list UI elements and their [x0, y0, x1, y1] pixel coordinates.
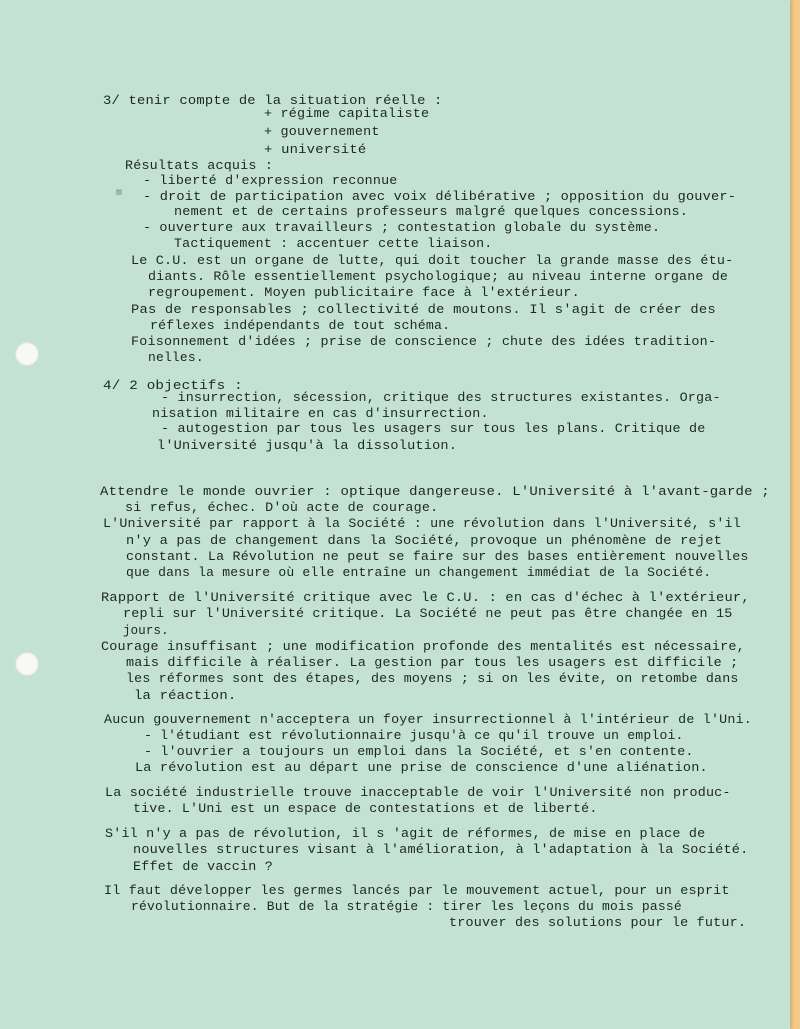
text-line: Foisonnement d'idées ; prise de conscience ; chute des idées tradition- — [131, 334, 717, 349]
text-line: l'Université jusqu'à la dissolution. — [157, 438, 458, 453]
text-line: repli sur l'Université critique. La Société ne peut pas être changée en 15 — [123, 606, 733, 621]
text-line: Courage insuffisant ; une modification profonde des mentalités est nécessaire, — [101, 639, 745, 654]
text-line: trouver des solutions pour le futur. — [449, 915, 747, 930]
text-line: + régime capitaliste — [264, 106, 430, 121]
text-line: que dans la mesure où elle entraîne un changement immédiat de la Société. — [126, 565, 712, 580]
text-line: Aucun gouvernement n'acceptera un foyer insurrectionnel à l'intérieur de l'Uni. — [104, 712, 752, 727]
text-line: Effet de vaccin ? — [133, 859, 273, 874]
text-line: 4/ 2 objectifs : — [103, 378, 243, 393]
text-line: Le C.U. est un organe de lutte, qui doit toucher la grande masse des étu- — [131, 253, 734, 268]
text-line: + gouvernement — [264, 124, 380, 139]
text-line: nement et de certains professeurs malgré quelques concessions. — [174, 204, 689, 219]
text-line: - liberté d'expression reconnue — [143, 173, 398, 188]
text-line: L'Université par rapport à la Société : une révolution dans l'Université, s'il — [103, 516, 741, 531]
text-line: Attendre le monde ouvrier : optique dangereuse. L'Université à l'avant-garde ; — [100, 484, 770, 499]
text-line: + université — [264, 142, 367, 157]
text-line: diants. Rôle essentiellement psychologique; au niveau interne organe de — [148, 269, 729, 284]
text-line: constant. La Révolution ne peut se faire sur des bases entièrement nouvelles — [126, 549, 749, 564]
text-line: tive. L'Uni est un espace de contestations et de liberté. — [133, 801, 598, 816]
text-line: nouvelles structures visant à l'amélioration, à l'adaptation à la Société. — [133, 842, 749, 857]
text-line: La révolution est au départ une prise de conscience d'une aliénation. — [135, 760, 708, 775]
text-line: mais difficile à réaliser. La gestion par tous les usagers est difficile ; — [126, 655, 739, 670]
text-line: S'il n'y a pas de révolution, il s 'agit de réformes, de mise en place de — [105, 826, 706, 841]
text-line: la réaction. — [134, 688, 237, 703]
text-line: - insurrection, sécession, critique des structures existantes. Orga- — [161, 390, 721, 405]
text-line: Tactiquement : accentuer cette liaison. — [174, 236, 493, 251]
text-line: n'y a pas de changement dans la Société, provoque un phénomène de rejet — [126, 533, 723, 548]
text-line: réflexes indépendants de tout schéma. — [150, 318, 451, 333]
punch-hole — [15, 652, 39, 676]
text-line: si refus, échec. D'où acte de courage. — [125, 500, 439, 515]
text-line: - autogestion par tous les usagers sur tous les plans. Critique de — [161, 421, 706, 436]
text-line: Résultats acquis : — [125, 158, 274, 173]
text-line: - ouverture aux travailleurs ; contestation globale du système. — [143, 220, 661, 235]
text-line: La société industrielle trouve inacceptable de voir l'Université non produc- — [105, 785, 731, 800]
text-line: les réformes sont des étapes, des moyens ; si on les évite, on retombe dans — [126, 671, 739, 686]
text-line: - l'ouvrier a toujours un emploi dans la Société, et s'en contente. — [144, 744, 694, 759]
text-line: regroupement. Moyen publicitaire face à l'extérieur. — [148, 285, 580, 300]
text-line: jours. — [123, 623, 169, 638]
text-line: Rapport de l'Université critique avec le C.U. : en cas d'échec à l'extérieur, — [101, 590, 750, 605]
text-line: - droit de participation avec voix délibérative ; opposition du gouver- — [143, 189, 737, 204]
text-line: - l'étudiant est révolutionnaire jusqu'à ce qu'il trouve un emploi. — [144, 728, 684, 743]
text-line: Pas de responsables ; collectivité de moutons. Il s'agit de créer des — [131, 302, 716, 317]
text-line: Il faut développer les germes lancés par le mouvement actuel, pour un esprit — [104, 883, 730, 898]
punch-hole — [15, 342, 39, 366]
text-line: nelles. — [148, 350, 204, 365]
text-line: 3/ tenir compte de la situation réelle : — [103, 93, 443, 108]
margin-mark: m — [116, 188, 123, 199]
text-line: nisation militaire en cas d'insurrection. — [152, 406, 489, 421]
text-line: révolutionnaire. But de la stratégie : tirer les leçons du mois passé — [131, 899, 682, 914]
